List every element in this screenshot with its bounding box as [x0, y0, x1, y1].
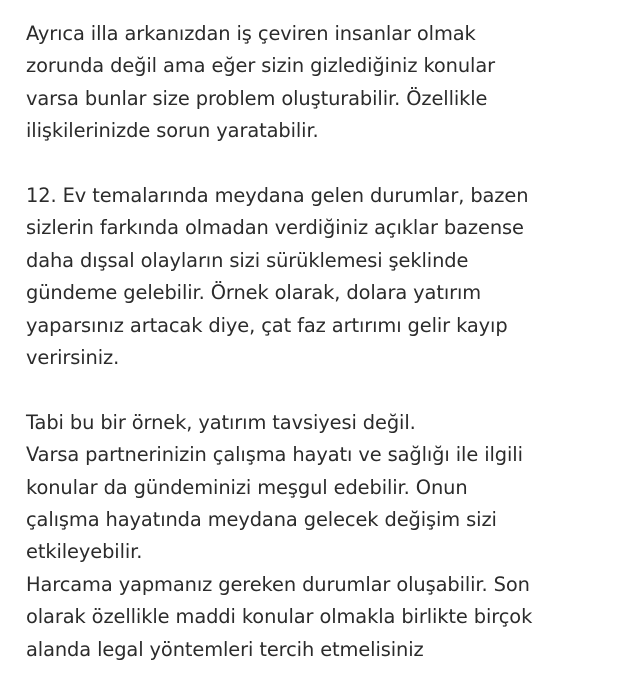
- text-line: sizlerin farkında olmadan verdiğiniz açıklar bazense: [26, 216, 524, 240]
- text-line: etkileyebilir.: [26, 540, 143, 564]
- text-line: çalışma hayatında meydana gelecek değişim sizi: [26, 508, 497, 532]
- paragraph-partner-work: [26, 407, 616, 666]
- paragraph-hidden-matters: [26, 18, 616, 148]
- text-line: daha dışsal olayların sizi sürüklemesi şeklinde: [26, 248, 469, 272]
- text-line: yaparsınız artacak diye, çat faz artırımı gelir kayıp: [26, 313, 508, 337]
- text-line: Harcama yapmanız gereken durumlar oluşabilir. Son: [26, 572, 530, 596]
- text-line: ilişkilerinizde sorun yaratabilir.: [26, 119, 319, 143]
- text-line: konular da gündeminizi meşgul edebilir. Onun: [26, 475, 468, 499]
- paragraph-twelfth-house: [26, 180, 616, 374]
- text-line: Varsa partnerinizin çalışma hayatı ve sağlığı ile ilgili: [26, 443, 523, 467]
- text-line: alanda legal yöntemleri tercih etmelisiniz: [26, 637, 424, 661]
- text-line: zorunda değil ama eğer sizin gizlediğiniz konular: [26, 54, 495, 78]
- text-line: gündeme gelebilir. Örnek olarak, dolara yatırım: [26, 281, 482, 305]
- text-line: olarak özellikle maddi konular olmakla birlikte birçok: [26, 605, 533, 629]
- text-line: Tabi bu bir örnek, yatırım tavsiyesi değil.: [26, 410, 416, 434]
- text-line: 12. Ev temalarında meydana gelen durumlar, bazen: [26, 184, 529, 208]
- article-body: [26, 18, 616, 666]
- text-line: varsa bunlar size problem oluşturabilir. Özellikle: [26, 86, 488, 110]
- text-line: Ayrıca illa arkanızdan iş çeviren insanlar olmak: [26, 22, 476, 45]
- text-line: verirsiniz.: [26, 346, 120, 370]
